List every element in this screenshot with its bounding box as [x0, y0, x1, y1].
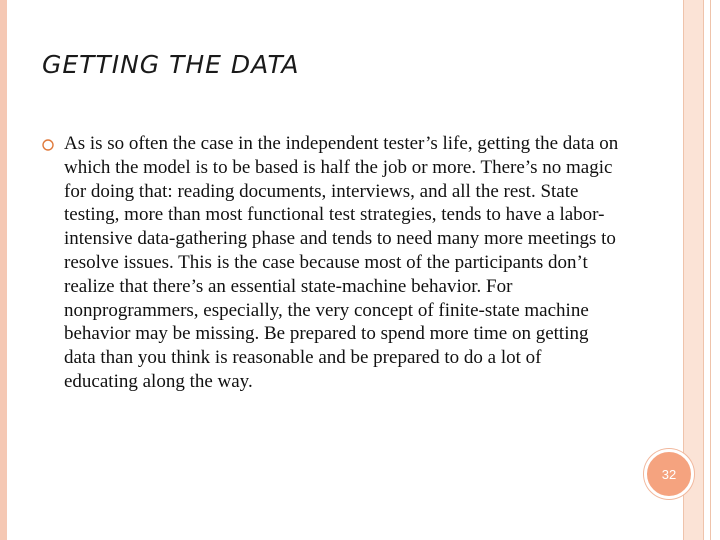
page-number-badge: 32 — [644, 449, 694, 499]
hollow-circle-bullet-icon — [41, 138, 55, 152]
bullet-item — [40, 132, 620, 394]
right-edge-line-decoration — [710, 0, 711, 540]
left-border-decoration — [0, 0, 7, 540]
bullet-text: As is so often the case in the independent tester’s life, getting the data on which the model is to be based is half the job or more. There’s no magic for doing that: reading documents, interviews, and all the rest. State testing, more than most functional test strategies, tends to have a labor-intensive data-gathering phase and tends to need many more meetings to resolve issues. This is the case because most of the participants don’t realize that there’s an essential state-machine behavior. For nonprogrammers, especially, the very concept of finite-state machine behavior may be missing. Be prepared to spend more time on getting data than you think is reasonable and be prepared to do a lot of educating along the way. — [64, 133, 619, 392]
bullet-list — [40, 132, 620, 394]
slide-title: GETTING THE DATA — [42, 50, 300, 79]
